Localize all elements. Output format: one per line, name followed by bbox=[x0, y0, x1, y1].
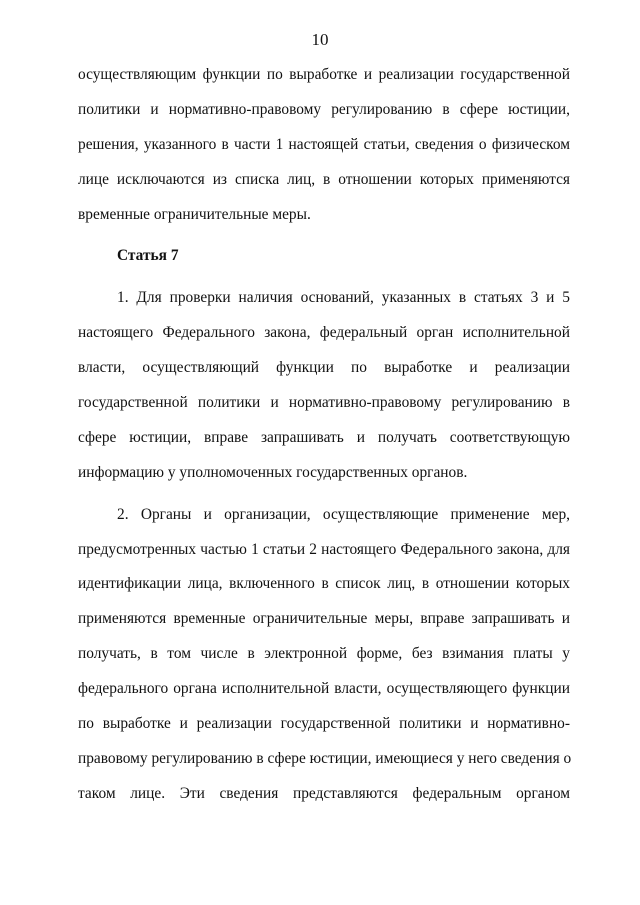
text-line: власти, осуществляющий функции по выработке и реализации bbox=[78, 359, 570, 377]
text-line: временные ограничительные меры. bbox=[78, 205, 311, 223]
spacer bbox=[78, 274, 570, 281]
text-line: правовому регулированию в сфере юстиции, имеющиеся у него сведения о bbox=[78, 749, 572, 767]
text-line: предусмотренных частью 1 статьи 2 настоящего Федерального закона, для bbox=[78, 540, 570, 558]
text-line: лице исключаются из списка лиц, в отношении которых применяются bbox=[78, 170, 570, 188]
text-line: настоящего Федерального закона, федеральный орган исполнительной bbox=[78, 324, 570, 342]
text-line: информацию у уполномоченных государственных органов. bbox=[78, 463, 468, 481]
page-number: 10 bbox=[311, 30, 329, 49]
text-line: 2. Органы и организации, осуществляющие применение мер, bbox=[117, 505, 570, 523]
text-line: идентификации лица, включенного в список лиц, в отношении которых bbox=[78, 575, 570, 593]
text-line: федерального органа исполнительной власти, осуществляющего функции bbox=[78, 680, 570, 698]
paragraph-clause-2 bbox=[78, 498, 570, 812]
document-body bbox=[78, 58, 570, 812]
text-line: сфере юстиции, вправе запрашивать и получать соответствующую bbox=[78, 428, 570, 446]
paragraph-clause-1 bbox=[78, 281, 570, 490]
text-line: по выработке и реализации государственной политики и нормативно- bbox=[78, 715, 570, 733]
spacer bbox=[78, 491, 570, 498]
text-line: осуществляющим функции по выработке и реализации государственной bbox=[78, 66, 570, 83]
text-line: таком лице. Эти сведения представляются федеральным органом bbox=[78, 784, 570, 802]
article-heading: Статья 7 bbox=[117, 247, 179, 265]
spacer bbox=[78, 232, 570, 239]
text-line: применяются временные ограничительные меры, вправе запрашивать и bbox=[78, 610, 570, 628]
paragraph-continuation bbox=[78, 58, 570, 232]
text-line: решения, указанного в части 1 настоящей статьи, сведения о физическом bbox=[78, 135, 570, 153]
text-line: государственной политики и нормативно-правовому регулированию в bbox=[78, 394, 570, 412]
text-line: политики и нормативно-правовому регулированию в сфере юстиции, bbox=[78, 100, 570, 118]
text-line: 1. Для проверки наличия оснований, указанных в статьях 3 и 5 bbox=[117, 289, 570, 307]
text-line: получать, в том числе в электронной форме, без взимания платы у bbox=[78, 645, 570, 663]
